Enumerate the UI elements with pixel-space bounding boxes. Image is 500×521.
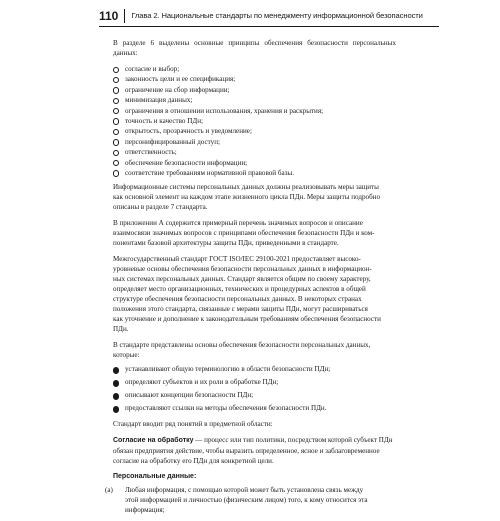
intro-paragraph — [113, 38, 396, 58]
list-item-text: ограничения в отношении использования, хранения и раскрытия; — [125, 106, 324, 115]
text-line: которые: — [113, 351, 140, 360]
list-item-text: точность и качество ПДн; — [125, 116, 203, 125]
list-item-text: устанавливают общую терминологию в области безопасности ПДн; — [125, 365, 331, 374]
list-item — [113, 147, 396, 157]
list-item — [113, 389, 396, 402]
principles-list — [113, 64, 396, 178]
text-line: Информационные системы персональных данных должны реализовывать меры защиты — [113, 183, 379, 192]
filled-bullet-icon — [113, 380, 119, 386]
list-item — [113, 363, 396, 376]
filled-bullet-icon — [113, 393, 119, 399]
text-line: этой информацией и личностью (физическим лицом) того, к кому относится эта — [125, 496, 368, 505]
concepts-paragraph: Стандарт вводит ряд понятий в предметной области: — [113, 420, 273, 429]
list-item — [113, 106, 396, 116]
list-item-text: согласие и выбор; — [125, 65, 180, 73]
text-line: описаны в разделе 7 стандарта. — [113, 203, 208, 212]
text-line: структуре обеспечения безопасности персональных данных. В некоторых странах — [113, 295, 362, 304]
header-separator — [124, 9, 125, 23]
list-item-text: ответственность; — [125, 148, 177, 157]
list-item — [113, 74, 396, 84]
circle-bullet-icon — [113, 77, 119, 83]
running-header — [99, 8, 439, 24]
foundations-list — [113, 363, 396, 415]
page-number: 110 — [99, 9, 119, 23]
list-item — [113, 85, 396, 95]
text-line: определяет место организационных, технических и процедурных аспектов в общей — [113, 285, 366, 294]
text-line: согласие на обработку его ПДн для конкретной цели. — [113, 457, 274, 466]
circle-bullet-icon — [113, 67, 119, 73]
text-line: как основной элемент на каждом этапе жизненного цикла ПДн. Меры защиты подробно — [113, 193, 381, 202]
text-line: В разделе 6 выделены основные принципы обеспечения безопасности персональных — [113, 39, 396, 47]
list-item — [113, 64, 396, 74]
text-line: данных: — [113, 49, 138, 57]
list-item-text: минимизация данных; — [125, 96, 193, 105]
chapter-title: Глава 2. Национальные стандарты по менеджменту информационной безопасности — [131, 11, 423, 20]
filled-bullet-icon — [113, 406, 119, 412]
lifecycle-paragraph — [113, 182, 396, 212]
text-line: уровневые основы обеспечения безопасности персональных данных в информацион- — [113, 265, 372, 274]
list-item — [113, 376, 396, 389]
list-item — [113, 158, 396, 168]
list-item — [113, 137, 396, 147]
text-line: — процесс или тип политики, посредством которой субъект ПДн — [193, 436, 393, 445]
text-line: обязан предприятия действие, чтобы выразить определенное, ясное и заблаговременное — [113, 447, 380, 456]
circle-bullet-icon — [113, 160, 119, 166]
list-item-text: определяют субъектов и их роли в обработке ПДн; — [125, 378, 279, 387]
standard-paragraph — [113, 254, 396, 334]
list-item-text: законность цели и ее спецификация; — [125, 75, 236, 84]
text-line: В приложении А содержится примерный перечень значимых вопросов и описание — [113, 219, 363, 228]
list-item — [113, 116, 396, 126]
list-item-text: соответствие требованиям нормативной правовой базы. — [125, 168, 294, 177]
filled-bullet-icon — [113, 367, 119, 373]
circle-bullet-icon — [113, 150, 119, 156]
text-line: как уточнение и дополнение к законодательным требованиям обеспечения безопасности — [113, 315, 381, 324]
text-line: понентами базовой архитектуры защиты ПДн, приведенными в стандарте. — [113, 239, 339, 248]
presented-paragraph — [113, 340, 396, 360]
item-marker: (а) — [105, 486, 113, 495]
list-item — [113, 95, 396, 105]
circle-bullet-icon — [113, 108, 119, 114]
list-item-text: открытость, прозрачность и уведомление; — [125, 127, 252, 136]
text-line: положения этого стандарта, связанные с мерами защиты ПДн, могут расшириваться — [113, 305, 368, 314]
circle-bullet-icon — [113, 170, 119, 176]
list-item-text: обеспечение безопасности информации; — [125, 158, 248, 167]
list-item — [113, 402, 396, 415]
text-line: ных системах персональных данных. Стандарт является общим по своему характеру, — [113, 275, 371, 284]
circle-bullet-icon — [113, 118, 119, 124]
page-body — [105, 38, 396, 521]
circle-bullet-icon — [113, 87, 119, 93]
circle-bullet-icon — [113, 139, 119, 145]
list-item — [113, 126, 396, 136]
header-rule — [99, 26, 439, 27]
text-line: информация; — [125, 506, 165, 515]
list-item-text: ограничение на сбор информации; — [125, 85, 230, 94]
subheading: Персональные данные: — [113, 473, 197, 481]
definition-item — [105, 485, 396, 515]
list-item-text: предоставляют ссылки на методы обеспечения безопасности ПДн. — [125, 404, 327, 413]
text-line: ПДн. — [113, 325, 129, 334]
definition-term: Согласие на обработку — [113, 437, 194, 445]
definition-paragraph — [113, 435, 396, 466]
list-item-text: персонифицированный доступ; — [125, 137, 220, 146]
circle-bullet-icon — [113, 98, 119, 104]
text-line: взаимосвязи значимых вопросов с принципами обеспечения безопасности ПДн и ком- — [113, 229, 375, 238]
appendix-paragraph — [113, 218, 396, 248]
list-item — [113, 168, 396, 178]
circle-bullet-icon — [113, 129, 119, 135]
text-line: Любая информация, с помощью которой может быть установлена связь между — [125, 486, 364, 495]
list-item-text: описывают концепции безопасности ПДн; — [125, 391, 254, 400]
text-line: Межгосударственный стандарт ГОСТ ISO/IEC 29100-2021 предоставляет высоко- — [113, 255, 361, 264]
text-line: В стандарте представлены основы обеспечения безопасности персональных данных, — [113, 341, 371, 350]
